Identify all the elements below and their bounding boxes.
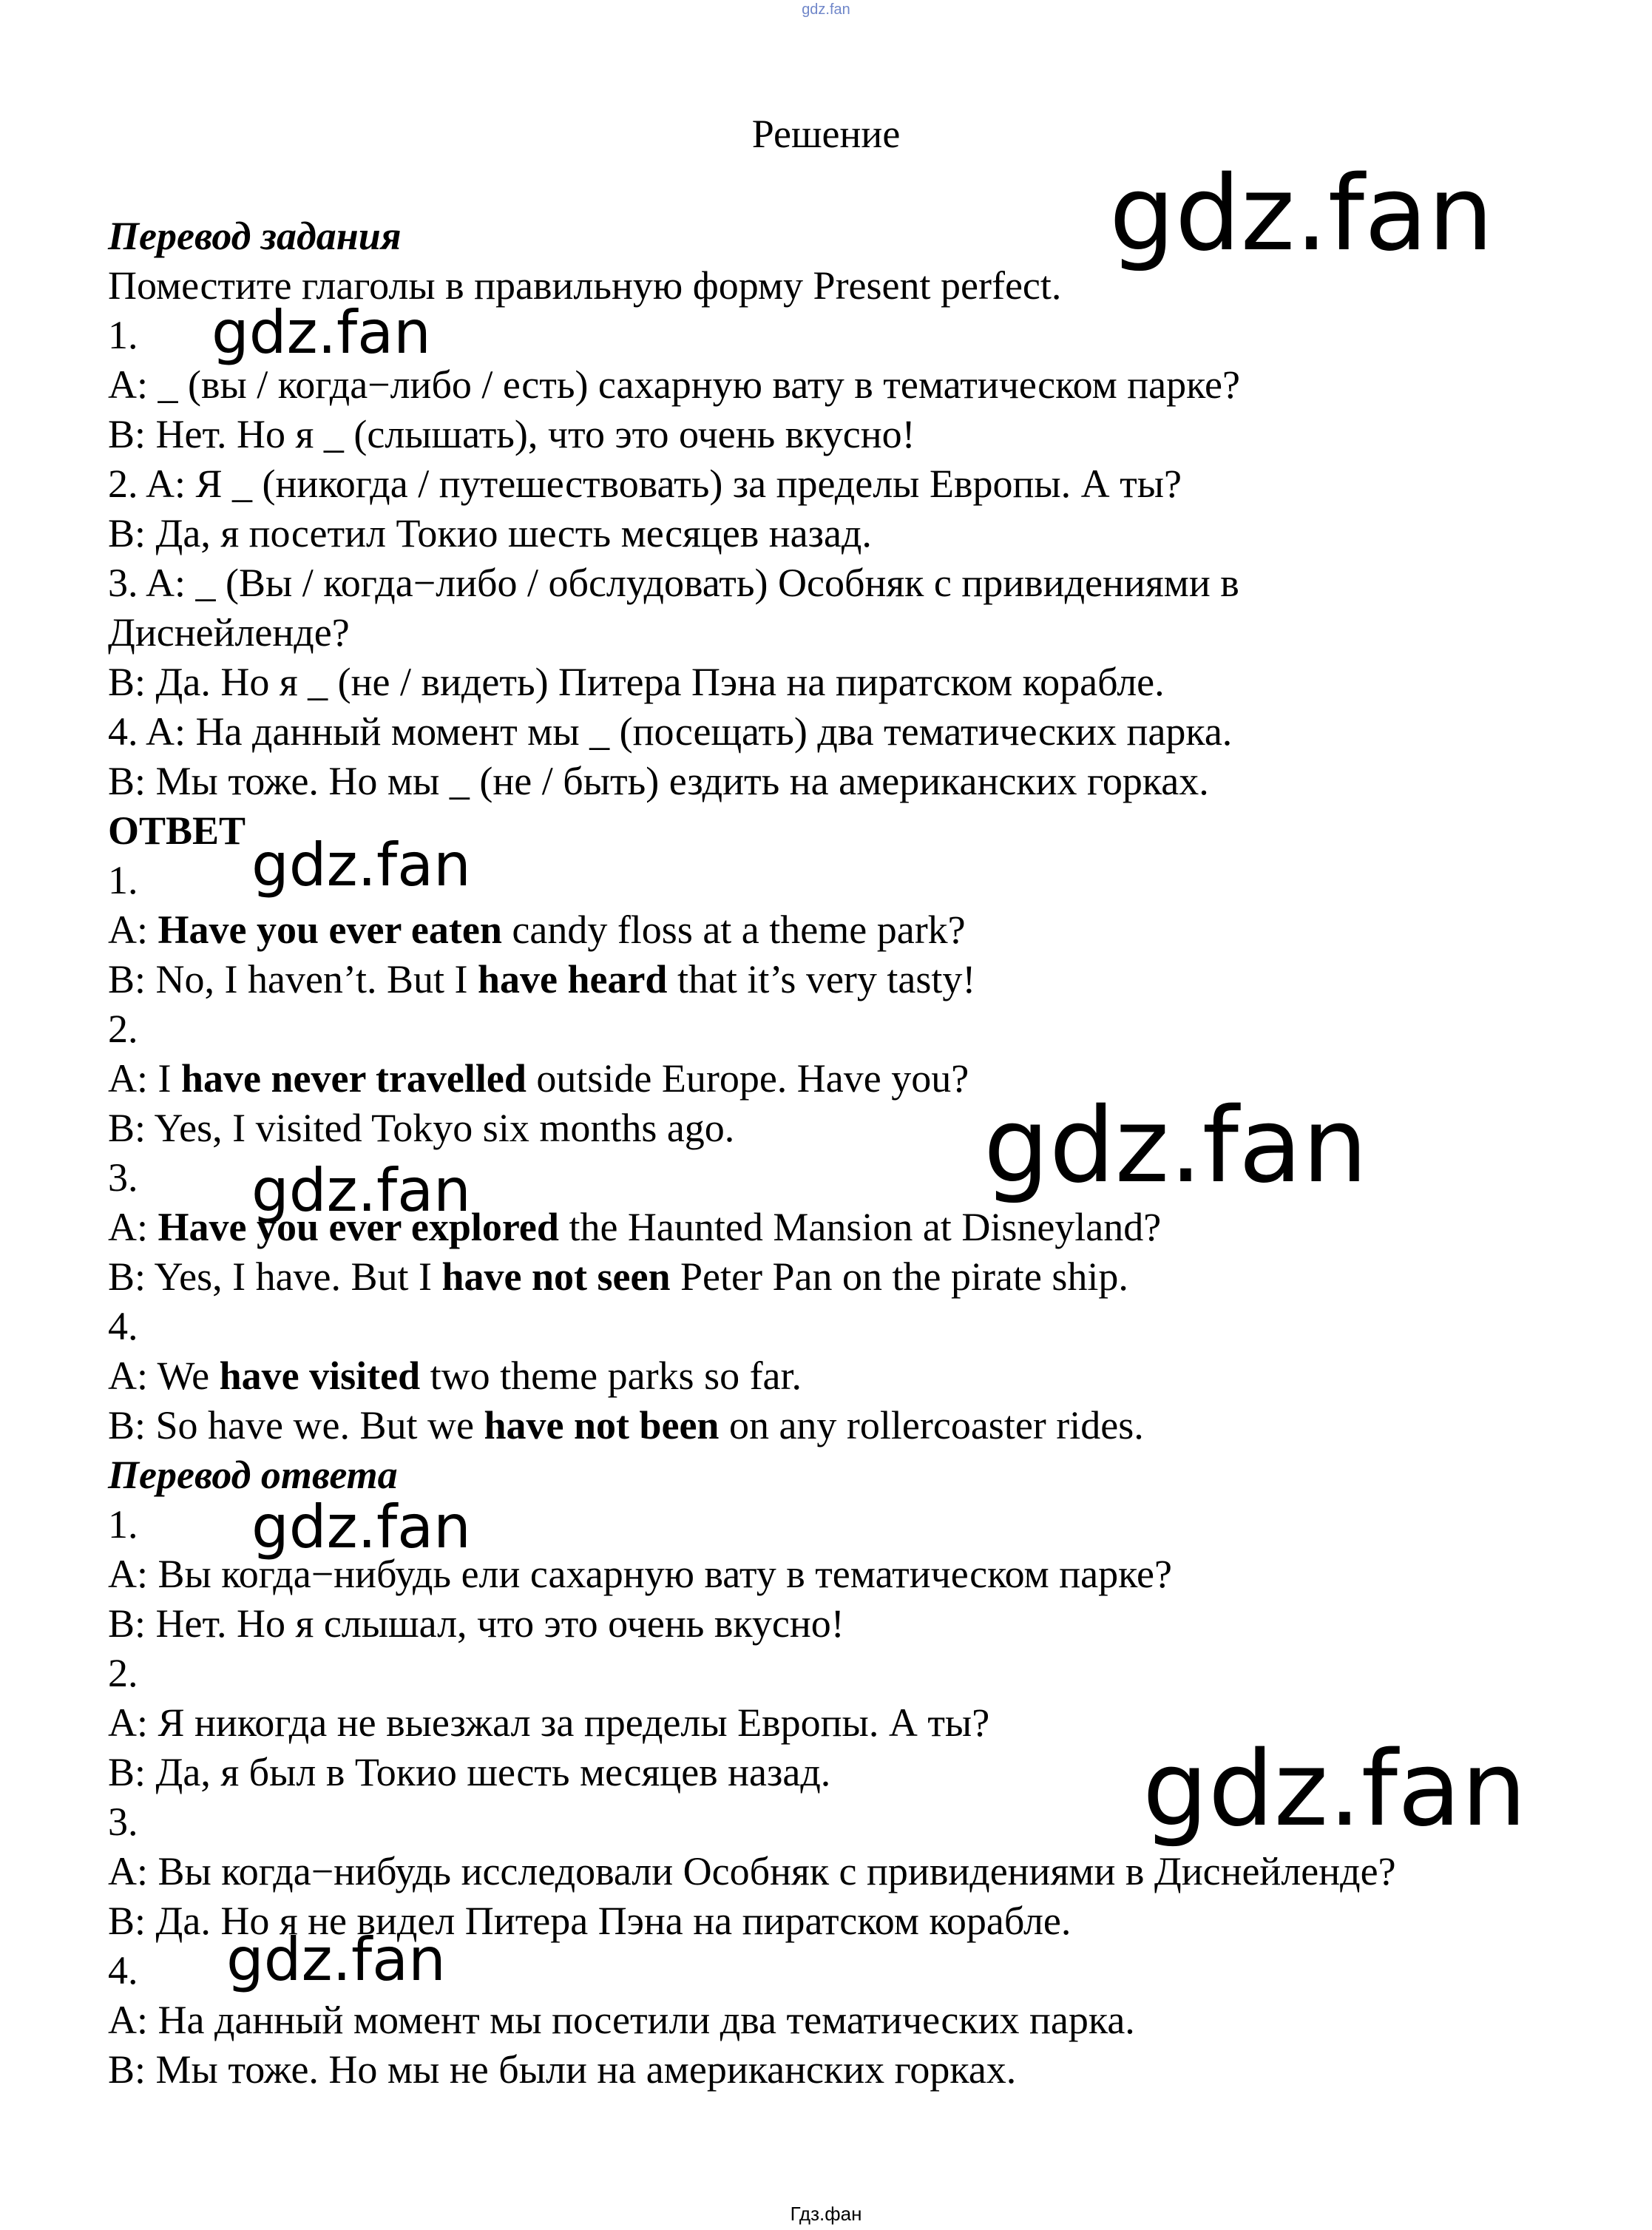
text-line: [108, 1004, 1587, 1054]
line-text: 4.: [108, 1948, 138, 1993]
text-line: [108, 1649, 1587, 1698]
text-line: [108, 1996, 1587, 2045]
line-text: on any rollercoaster rides.: [719, 1403, 1144, 1447]
line-text: B: No, I haven’t. But I: [108, 957, 478, 1001]
text-line: [108, 1252, 1587, 1302]
line-text: 2.: [108, 1651, 138, 1695]
line-text: Peter Pan on the pirate ship.: [670, 1254, 1128, 1299]
line-text: A: Я никогда не выезжал за пределы Европы. А ты?: [108, 1700, 990, 1745]
line-text: the Haunted Mansion at Disneyland?: [558, 1205, 1162, 1249]
text-line: [108, 1599, 1587, 1649]
line-text: B: Да, я был в Токио шесть месяцев назад.: [108, 1750, 831, 1794]
line-text: 2.: [108, 1007, 138, 1051]
line-text: A: Вы когда−нибудь исследовали Особняк с привидениями в Диснейленде?: [108, 1849, 1396, 1893]
line-text: that it’s very tasty!: [667, 957, 976, 1001]
watermark: gdz.fan: [211, 298, 431, 367]
line-text: B: Нет. Но я _ (слышать), что это очень вкусно!: [108, 412, 915, 456]
line-text: 3.: [108, 1800, 138, 1844]
line-text: 3. A: _ (Вы / когда−либо / обслудовать) Особняк с привидениями в: [108, 561, 1239, 605]
line-text: B: So have we. But we: [108, 1403, 484, 1447]
bold-answer: have visited: [219, 1354, 421, 1398]
text-line: [108, 509, 1587, 558]
watermark: gdz.fan: [984, 1086, 1368, 1206]
line-text: A: _ (вы / когда−либо / есть) сахарную вату в тематическом парке?: [108, 362, 1240, 407]
line-text: B: Мы тоже. Но мы не были на американских горках.: [108, 2047, 1017, 2092]
bold-answer: have not been: [484, 1403, 720, 1447]
bold-answer: have not seen: [441, 1254, 671, 1299]
text-line: [108, 2045, 1587, 2095]
line-text: 1.: [108, 313, 138, 357]
text-line: [108, 1401, 1587, 1450]
text-line: [108, 1847, 1587, 1896]
line-text: 4. A: На данный момент мы _ (посещать) два тематических парка.: [108, 709, 1233, 754]
line-text: A: We: [108, 1354, 220, 1398]
watermark: gdz.fan: [226, 1925, 446, 1994]
text-line: [108, 410, 1587, 459]
line-text: B: Yes, I have. But I: [108, 1254, 442, 1299]
line-text: Перевод задания: [108, 214, 402, 258]
text-line: [108, 608, 1587, 658]
line-text: B: Да. Но я не видел Питера Пэна на пиратском корабле.: [108, 1899, 1072, 1943]
line-text: A: На данный момент мы посетили два тематических парка.: [108, 1998, 1135, 2042]
text-line: [108, 1351, 1587, 1401]
text-line: [108, 757, 1587, 806]
line-text: outside Europe. Have you?: [526, 1056, 969, 1101]
line-text: 1.: [108, 858, 138, 902]
line-text: A:: [108, 1205, 158, 1249]
line-text: two theme parks so far.: [420, 1354, 802, 1398]
bold-answer: have never travelled: [180, 1056, 527, 1101]
line-text: A:: [108, 908, 158, 952]
text-line: [108, 459, 1587, 509]
line-text: Перевод ответа: [108, 1453, 398, 1497]
watermark: gdz.fan: [251, 1493, 471, 1561]
watermark: gdz.fan: [251, 1156, 471, 1225]
line-text: B: Yes, I visited Tokyo six months ago.: [108, 1106, 735, 1150]
line-text: Поместите глаголы в правильную форму Present perfect.: [108, 263, 1062, 308]
page-title: Решение: [751, 112, 901, 156]
bold-answer: Have you ever explored: [158, 1205, 559, 1249]
line-text: B: Нет. Но я слышал, что это очень вкусно!: [108, 1601, 844, 1646]
text-line: [108, 558, 1587, 608]
watermark: gdz.fan: [1142, 1729, 1527, 1850]
text-line: [108, 905, 1587, 955]
line-text: B: Да, я посетил Токио шесть месяцев назад.: [108, 511, 872, 555]
line-text: 2. A: Я _ (никогда / путешествовать) за пределы Европы. А ты?: [108, 462, 1182, 506]
text-line: [108, 707, 1587, 757]
text-line: [108, 360, 1587, 410]
header-watermark: gdz.fan: [802, 1, 850, 18]
text-line: [108, 1302, 1587, 1351]
line-text: A: Вы когда−нибудь ели сахарную вату в тематическом парке?: [108, 1552, 1172, 1596]
footer-text: Гдз.фан: [790, 2203, 862, 2225]
line-text: Диснейленде?: [108, 610, 350, 655]
text-line: [108, 955, 1587, 1004]
line-text: ОТВЕТ: [108, 808, 246, 853]
bold-answer: Have you ever eaten: [158, 908, 502, 952]
line-text: A: I: [108, 1056, 181, 1101]
watermark: gdz.fan: [251, 831, 471, 899]
line-text: candy floss at a theme park?: [501, 908, 966, 952]
line-text: B: Да. Но я _ (не / видеть) Питера Пэна на пиратском корабле.: [108, 660, 1165, 704]
text-line: [108, 658, 1587, 707]
line-text: B: Мы тоже. Но мы _ (не / быть) ездить на американских горках.: [108, 759, 1209, 803]
line-text: 3.: [108, 1155, 138, 1200]
line-text: 1.: [108, 1502, 138, 1547]
watermark: gdz.fan: [1109, 154, 1494, 274]
line-text: 4.: [108, 1304, 138, 1348]
bold-answer: have heard: [477, 957, 668, 1001]
